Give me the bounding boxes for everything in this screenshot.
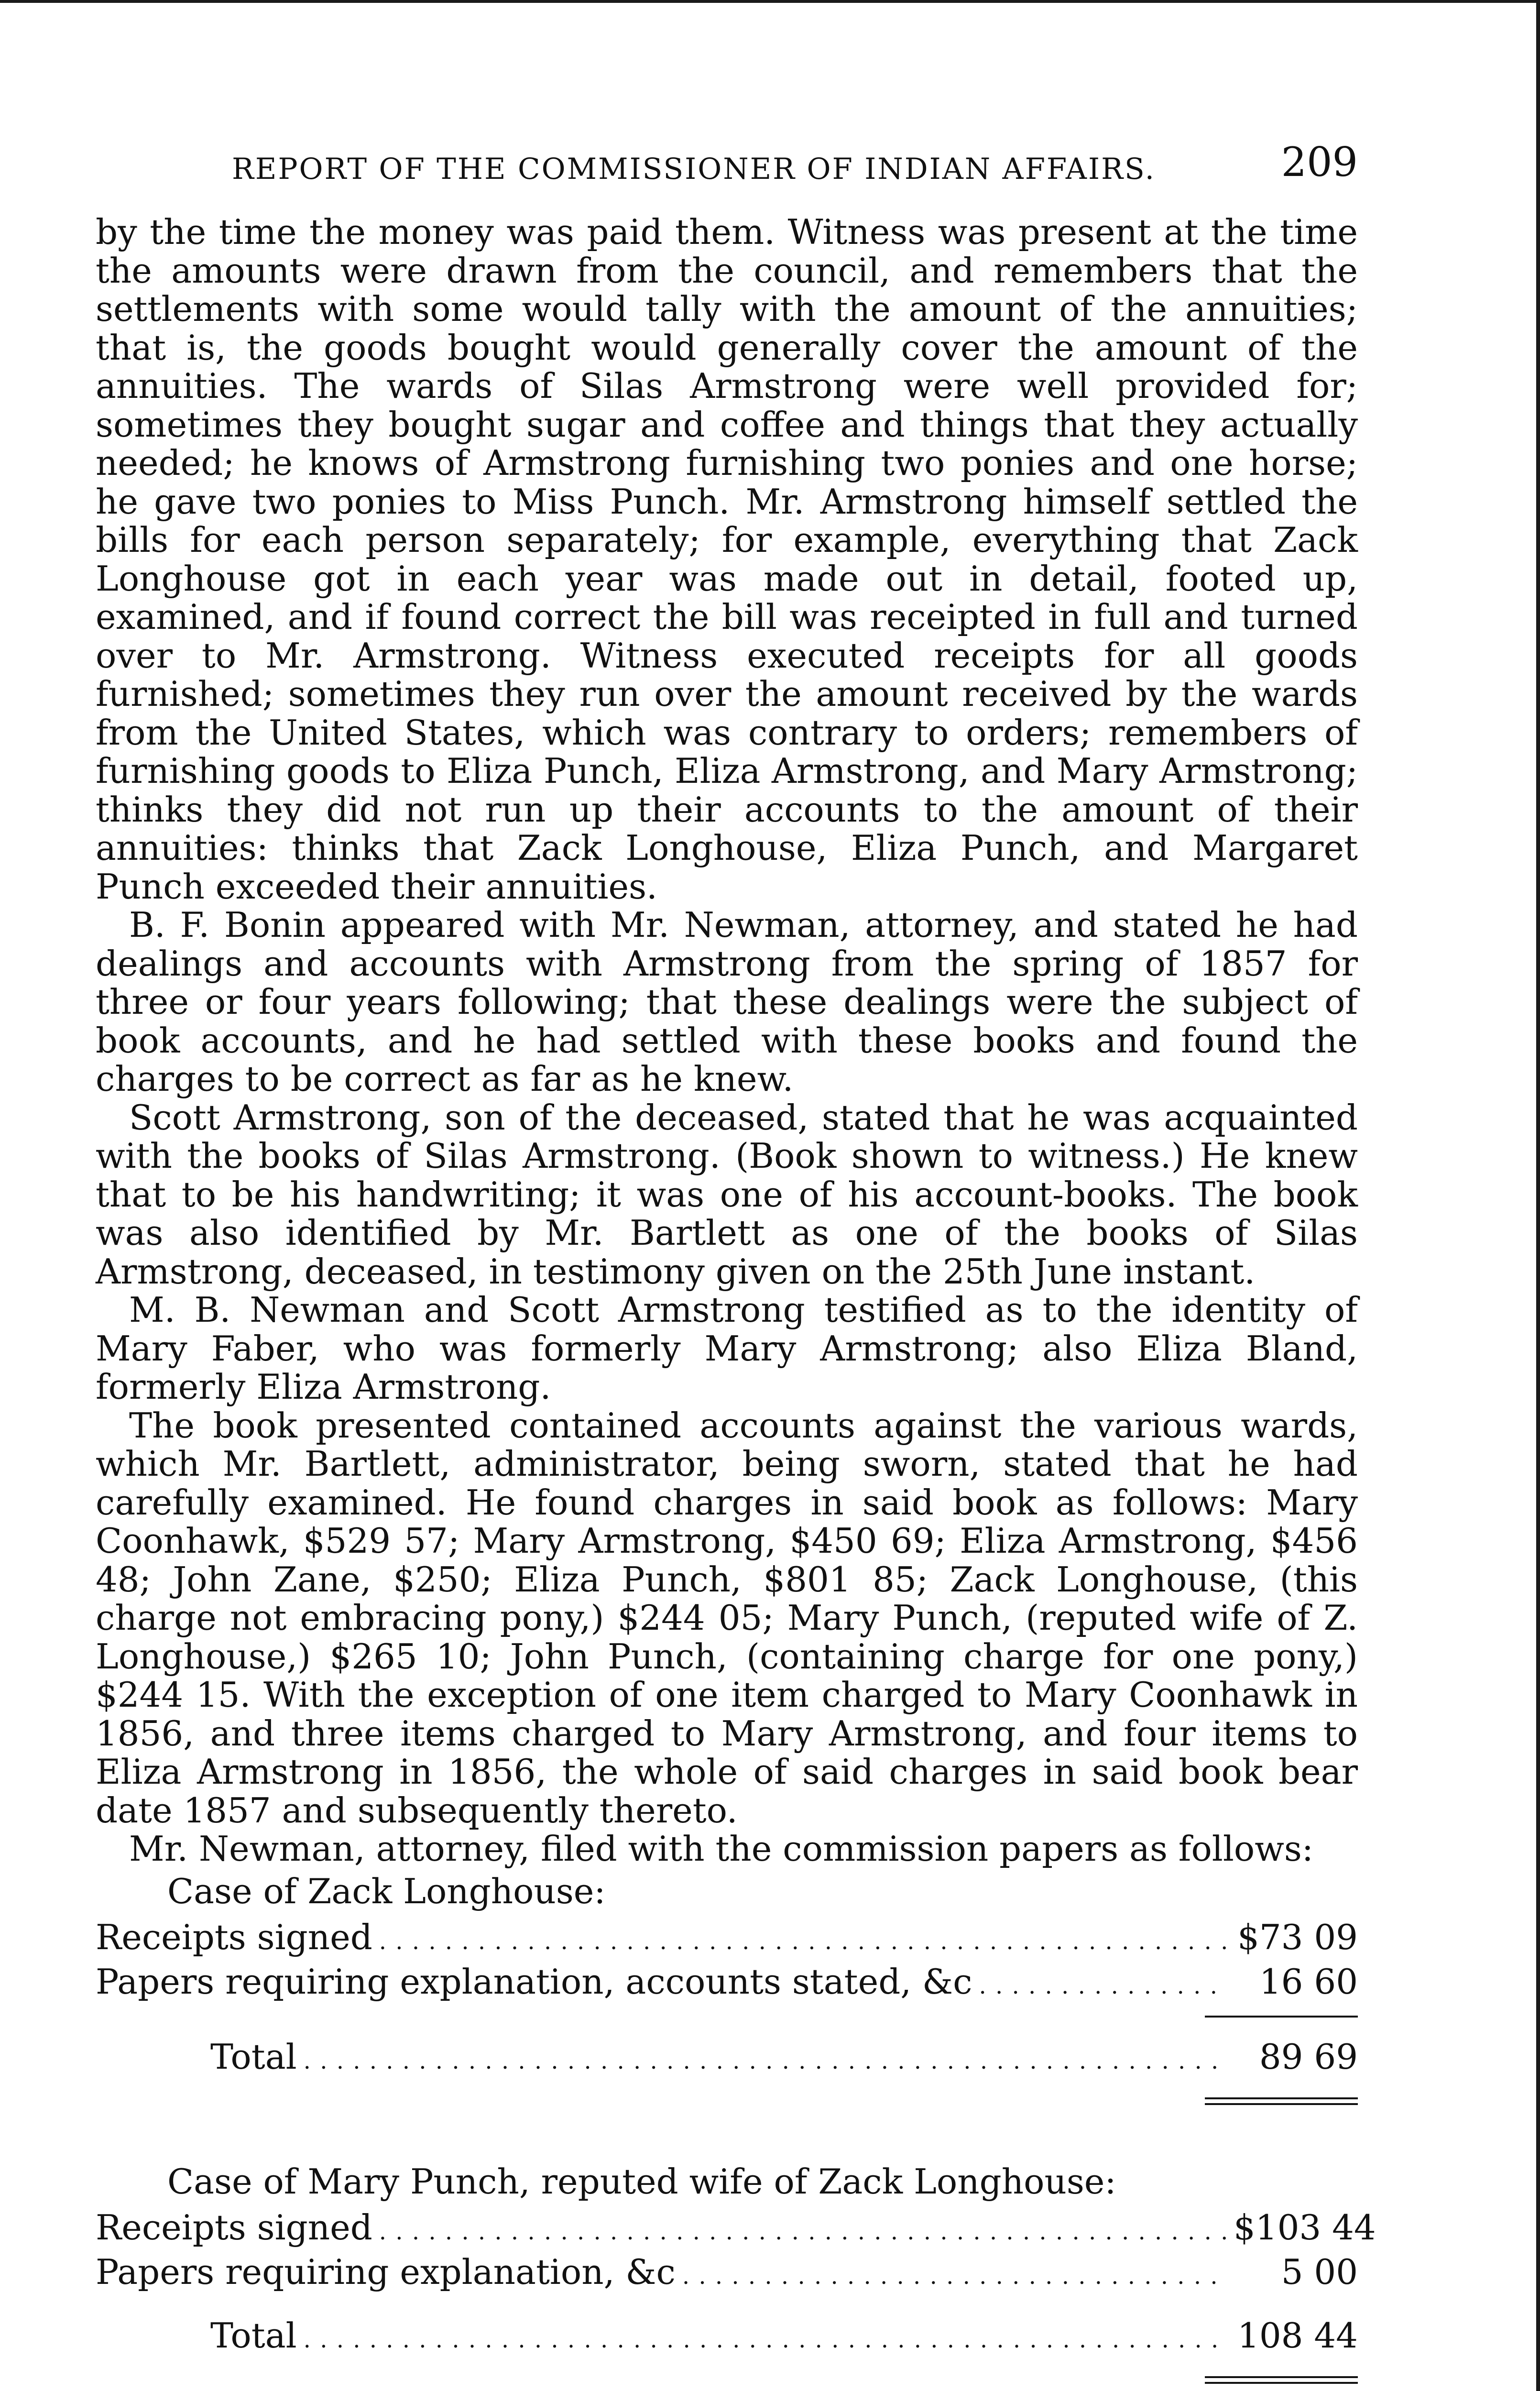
case-heading: Case of Mary Punch, reputed wife of Zack Longhouse: bbox=[167, 2161, 1116, 2202]
paragraph: M. B. Newman and Scott Armstrong testified as to the identity of Mary Faber, who was formerly Mary Armstrong; also Eliza Bland, formerly Eliza Armstrong. bbox=[96, 1290, 1358, 1407]
paragraph: Scott Armstrong, son of the deceased, stated that he was acquainted with the books of Silas Armstrong. (Book shown to witness.) He knew that to be his handwriting; it was one of his account-books. The book was also identified by Mr. Bartlett as one of the books of Silas Armstrong, deceased, in testimony given on the 25th June instant. bbox=[96, 1097, 1358, 1292]
dot-leader bbox=[979, 1966, 1227, 2006]
account-label: Receipts signed bbox=[96, 1917, 372, 1957]
total-label: Total bbox=[210, 2315, 297, 2356]
scan-border-right bbox=[1536, 0, 1540, 2391]
account-amount: $73 09 bbox=[1237, 1917, 1358, 1957]
dot-leader bbox=[379, 1921, 1227, 1962]
total-amount: 108 44 bbox=[1237, 2315, 1358, 2356]
dot-leader bbox=[682, 2256, 1227, 2296]
paragraph: by the time the money was paid them. Witness was present at the time the amounts were drawn from the council, and remembers that the settlements with some would tally with the amount of the annuities; that is, the goods bought would generally cover the amount of the annuities. The wards of Silas Armstrong were well provided for; sometimes they bought sugar and coffee and things that they actually needed; he knows of Armstrong furnishing two ponies and one horse; he gave two ponies to Miss Punch. Mr. Armstrong himself settled the bills for each person separately; for example, everything that Zack Longhouse got in each year was made out in detail, footed up, examined, and if found correct the bill was receipted in full and turned over to Mr. Armstrong. Witness executed receipts for all goods furnished; sometimes they run over the amount received by the wards from the United States, which was contrary to orders; remembers of furnishing goods to Eliza Punch, Eliza Armstrong, and Mary Armstrong; thinks they did not run up their accounts to the amount of their annuities: thinks that Zack Longhouse, Eliza Punch, and Margaret Punch exceeded their annuities. bbox=[96, 212, 1358, 907]
account-row bbox=[96, 1917, 1358, 1962]
account-row bbox=[96, 1962, 1358, 2006]
dot-leader bbox=[304, 2320, 1227, 2360]
body-text bbox=[96, 213, 1358, 1868]
account-amount: 16 60 bbox=[1259, 1961, 1358, 2002]
account-case-zack-longhouse bbox=[96, 1872, 1358, 2105]
total-label: Total bbox=[210, 2036, 297, 2077]
document-page bbox=[96, 139, 1376, 2391]
total-row bbox=[96, 2315, 1358, 2360]
sum-rule bbox=[1205, 2016, 1358, 2018]
account-amount: 5 00 bbox=[1281, 2251, 1358, 2292]
page-number: 209 bbox=[1281, 139, 1358, 186]
scan-border-top bbox=[0, 0, 1540, 3]
total-row bbox=[96, 2037, 1358, 2081]
account-label: Papers requiring explanation, accounts stated, &c bbox=[96, 1961, 972, 2002]
account-amount: $103 44 bbox=[1234, 2207, 1376, 2248]
paragraph: B. F. Bonin appeared with Mr. Newman, attorney, and stated he had dealings and accounts with Armstrong from the spring of 1857 for three or four years following; that these dealings were the subject of book accounts, and he had settled with these books and found the charges to be correct as far as he knew. bbox=[96, 905, 1358, 1099]
case-heading: Case of Zack Longhouse: bbox=[167, 1871, 606, 1911]
total-double-rule bbox=[1205, 2376, 1358, 2384]
page-header bbox=[96, 139, 1358, 196]
total-amount: 89 69 bbox=[1259, 2036, 1358, 2077]
paragraph: Mr. Newman, attorney, filed with the commission papers as follows: bbox=[129, 1829, 1314, 1869]
dot-leader bbox=[304, 2041, 1227, 2081]
paragraph: The book presented contained accounts against the various wards, which Mr. Bartlett, administrator, being sworn, stated that he had carefully examined. He found charges in said book as follows: Mary Coonhawk, $529 57; Mary Armstrong, $450 69; Eliza Armstrong, $456 48; John Zane, $250; Eliza Punch, $801 85; Zack Longhouse, (this charge not embracing pony,) $244 05; Mary Punch, (reputed wife of Z. Longhouse,) $265 10; John Punch, (containing charge for one pony,) $244 15. With the exception of one item charged to Mary Coonhawk in 1856, and three items charged to Mary Armstrong, and four items to Eliza Armstrong in 1856, the whole of said charges in said book bear date 1857 and subsequently thereto. bbox=[96, 1405, 1358, 1831]
account-row bbox=[96, 2207, 1376, 2252]
account-label: Papers requiring explanation, &c bbox=[96, 2251, 676, 2292]
account-row bbox=[96, 2252, 1358, 2296]
total-double-rule bbox=[1205, 2097, 1358, 2105]
account-case-mary-punch bbox=[96, 2161, 1376, 2384]
running-head: REPORT OF THE COMMISSIONER OF INDIAN AFFAIRS. bbox=[232, 152, 1156, 186]
dot-leader bbox=[379, 2212, 1227, 2252]
account-label: Receipts signed bbox=[96, 2207, 372, 2248]
